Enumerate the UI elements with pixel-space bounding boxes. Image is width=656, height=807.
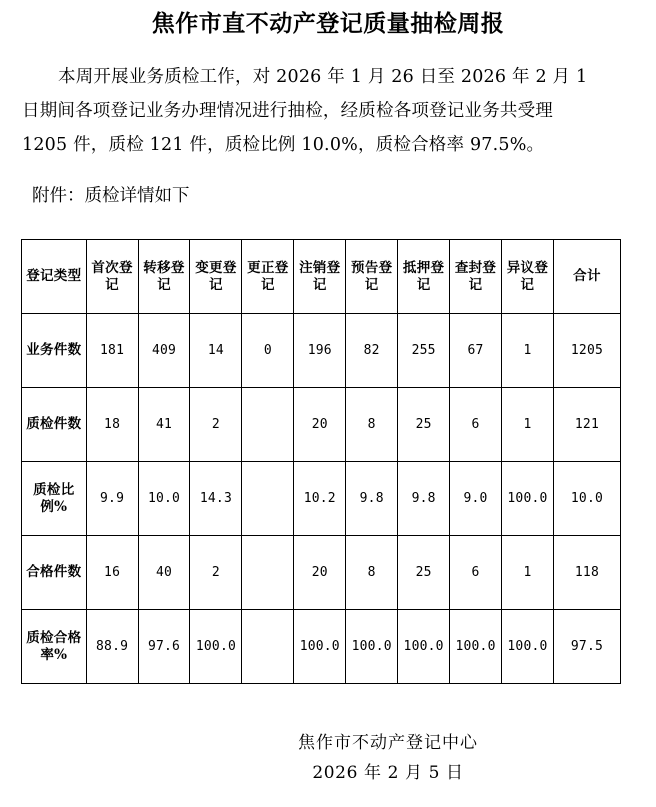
cell-qualified-count-objection: 1 [502,536,554,610]
cell-business-count-seizure: 67 [450,314,502,388]
cell-inspection-ratio-advance-notice: 9.8 [346,462,398,536]
attachment-label: 附件：质检详情如下 [32,185,190,206]
cell-inspection-ratio-seizure: 9.0 [450,462,502,536]
cell-business-count-first: 181 [86,314,138,388]
table-header-cell-change-registration: 变更登记 [190,240,242,314]
body-line-2: 日期间各项登记业务办理情况进行抽检，经质检各项登记业务共受理 [22,100,553,121]
table-header-cell-total: 合计 [553,240,620,314]
cell-pass-rate-correction [242,610,294,684]
cell-inspection-ratio-objection: 100.0 [502,462,554,536]
table-row [22,536,621,610]
cell-qualified-count-advance-notice: 8 [346,536,398,610]
cell-qualified-count-correction [242,536,294,610]
table-header-cell-cancellation-registration: 注销登记 [294,240,346,314]
body-line-1: 本周开展业务质检工作，对 2026 年 1 月 26 日至 2026 年 2 月 1 [58,66,588,87]
row-label-pass-rate: 质检合格率% [22,610,87,684]
body-paragraph [0,38,656,162]
cell-pass-rate-seizure: 100.0 [450,610,502,684]
cell-inspected-count-seizure: 6 [450,388,502,462]
qc-detail-table [21,239,621,684]
cell-pass-rate-total: 97.5 [553,610,620,684]
table-header-cell-advance-notice-registration: 预告登记 [346,240,398,314]
cell-business-count-objection: 1 [502,314,554,388]
cell-inspected-count-correction [242,388,294,462]
cell-inspected-count-first: 18 [86,388,138,462]
table-body [22,314,621,684]
cell-inspected-count-mortgage: 25 [398,388,450,462]
cell-inspected-count-change: 2 [190,388,242,462]
table-header-row [22,240,621,314]
cell-business-count-cancellation: 196 [294,314,346,388]
table-row [22,388,621,462]
cell-business-count-advance-notice: 82 [346,314,398,388]
cell-inspection-ratio-correction [242,462,294,536]
cell-qualified-count-first: 16 [86,536,138,610]
table-row [22,610,621,684]
table-header-cell-seizure-registration: 查封登记 [450,240,502,314]
row-label-inspection-ratio: 质检比例% [22,462,87,536]
cell-business-count-correction: 0 [242,314,294,388]
row-label-qualified-count: 合格件数 [22,536,87,610]
cell-inspection-ratio-change: 14.3 [190,462,242,536]
table-row [22,462,621,536]
page-title: 焦作市直不动产登记质量抽检周报 [151,10,505,37]
table-header-cell-mortgage-registration: 抵押登记 [398,240,450,314]
cell-pass-rate-first: 88.9 [86,610,138,684]
row-label-business-count: 业务件数 [22,314,87,388]
cell-pass-rate-cancellation: 100.0 [294,610,346,684]
table-header-cell-transfer-registration: 转移登记 [138,240,190,314]
body-line-3: 1205 件，质检 121 件，质检比例 10.0%，质检合格率 97.5%。 [22,134,545,155]
table-header-cell-first-registration: 首次登记 [86,240,138,314]
table-header-cell-correction-registration: 更正登记 [242,240,294,314]
cell-inspection-ratio-cancellation: 10.2 [294,462,346,536]
cell-inspection-ratio-first: 9.9 [86,462,138,536]
cell-business-count-change: 14 [190,314,242,388]
table-header [22,240,621,314]
cell-qualified-count-transfer: 40 [138,536,190,610]
cell-inspected-count-advance-notice: 8 [346,388,398,462]
table-header-cell-registration-type: 登记类型 [22,240,87,314]
cell-qualified-count-change: 2 [190,536,242,610]
cell-pass-rate-advance-notice: 100.0 [346,610,398,684]
cell-pass-rate-change: 100.0 [190,610,242,684]
cell-inspection-ratio-total: 10.0 [553,462,620,536]
cell-business-count-total: 1205 [553,314,620,388]
cell-inspection-ratio-mortgage: 9.8 [398,462,450,536]
cell-business-count-transfer: 409 [138,314,190,388]
qc-detail-table-wrapper [21,239,621,684]
row-label-inspected-count: 质检件数 [22,388,87,462]
table-row [22,314,621,388]
cell-qualified-count-seizure: 6 [450,536,502,610]
cell-business-count-mortgage: 255 [398,314,450,388]
cell-pass-rate-mortgage: 100.0 [398,610,450,684]
signature-organization: 焦作市不动产登记中心 [298,733,478,753]
cell-qualified-count-total: 118 [553,536,620,610]
signature-block [0,728,656,788]
cell-qualified-count-mortgage: 25 [398,536,450,610]
table-header-cell-objection-registration: 异议登记 [502,240,554,314]
cell-inspected-count-objection: 1 [502,388,554,462]
cell-inspected-count-cancellation: 20 [294,388,346,462]
cell-inspected-count-transfer: 41 [138,388,190,462]
cell-inspected-count-total: 121 [553,388,620,462]
cell-inspection-ratio-transfer: 10.0 [138,462,190,536]
cell-pass-rate-transfer: 97.6 [138,610,190,684]
cell-pass-rate-objection: 100.0 [502,610,554,684]
signature-date: 2026 年 2 月 5 日 [312,763,464,783]
cell-qualified-count-cancellation: 20 [294,536,346,610]
